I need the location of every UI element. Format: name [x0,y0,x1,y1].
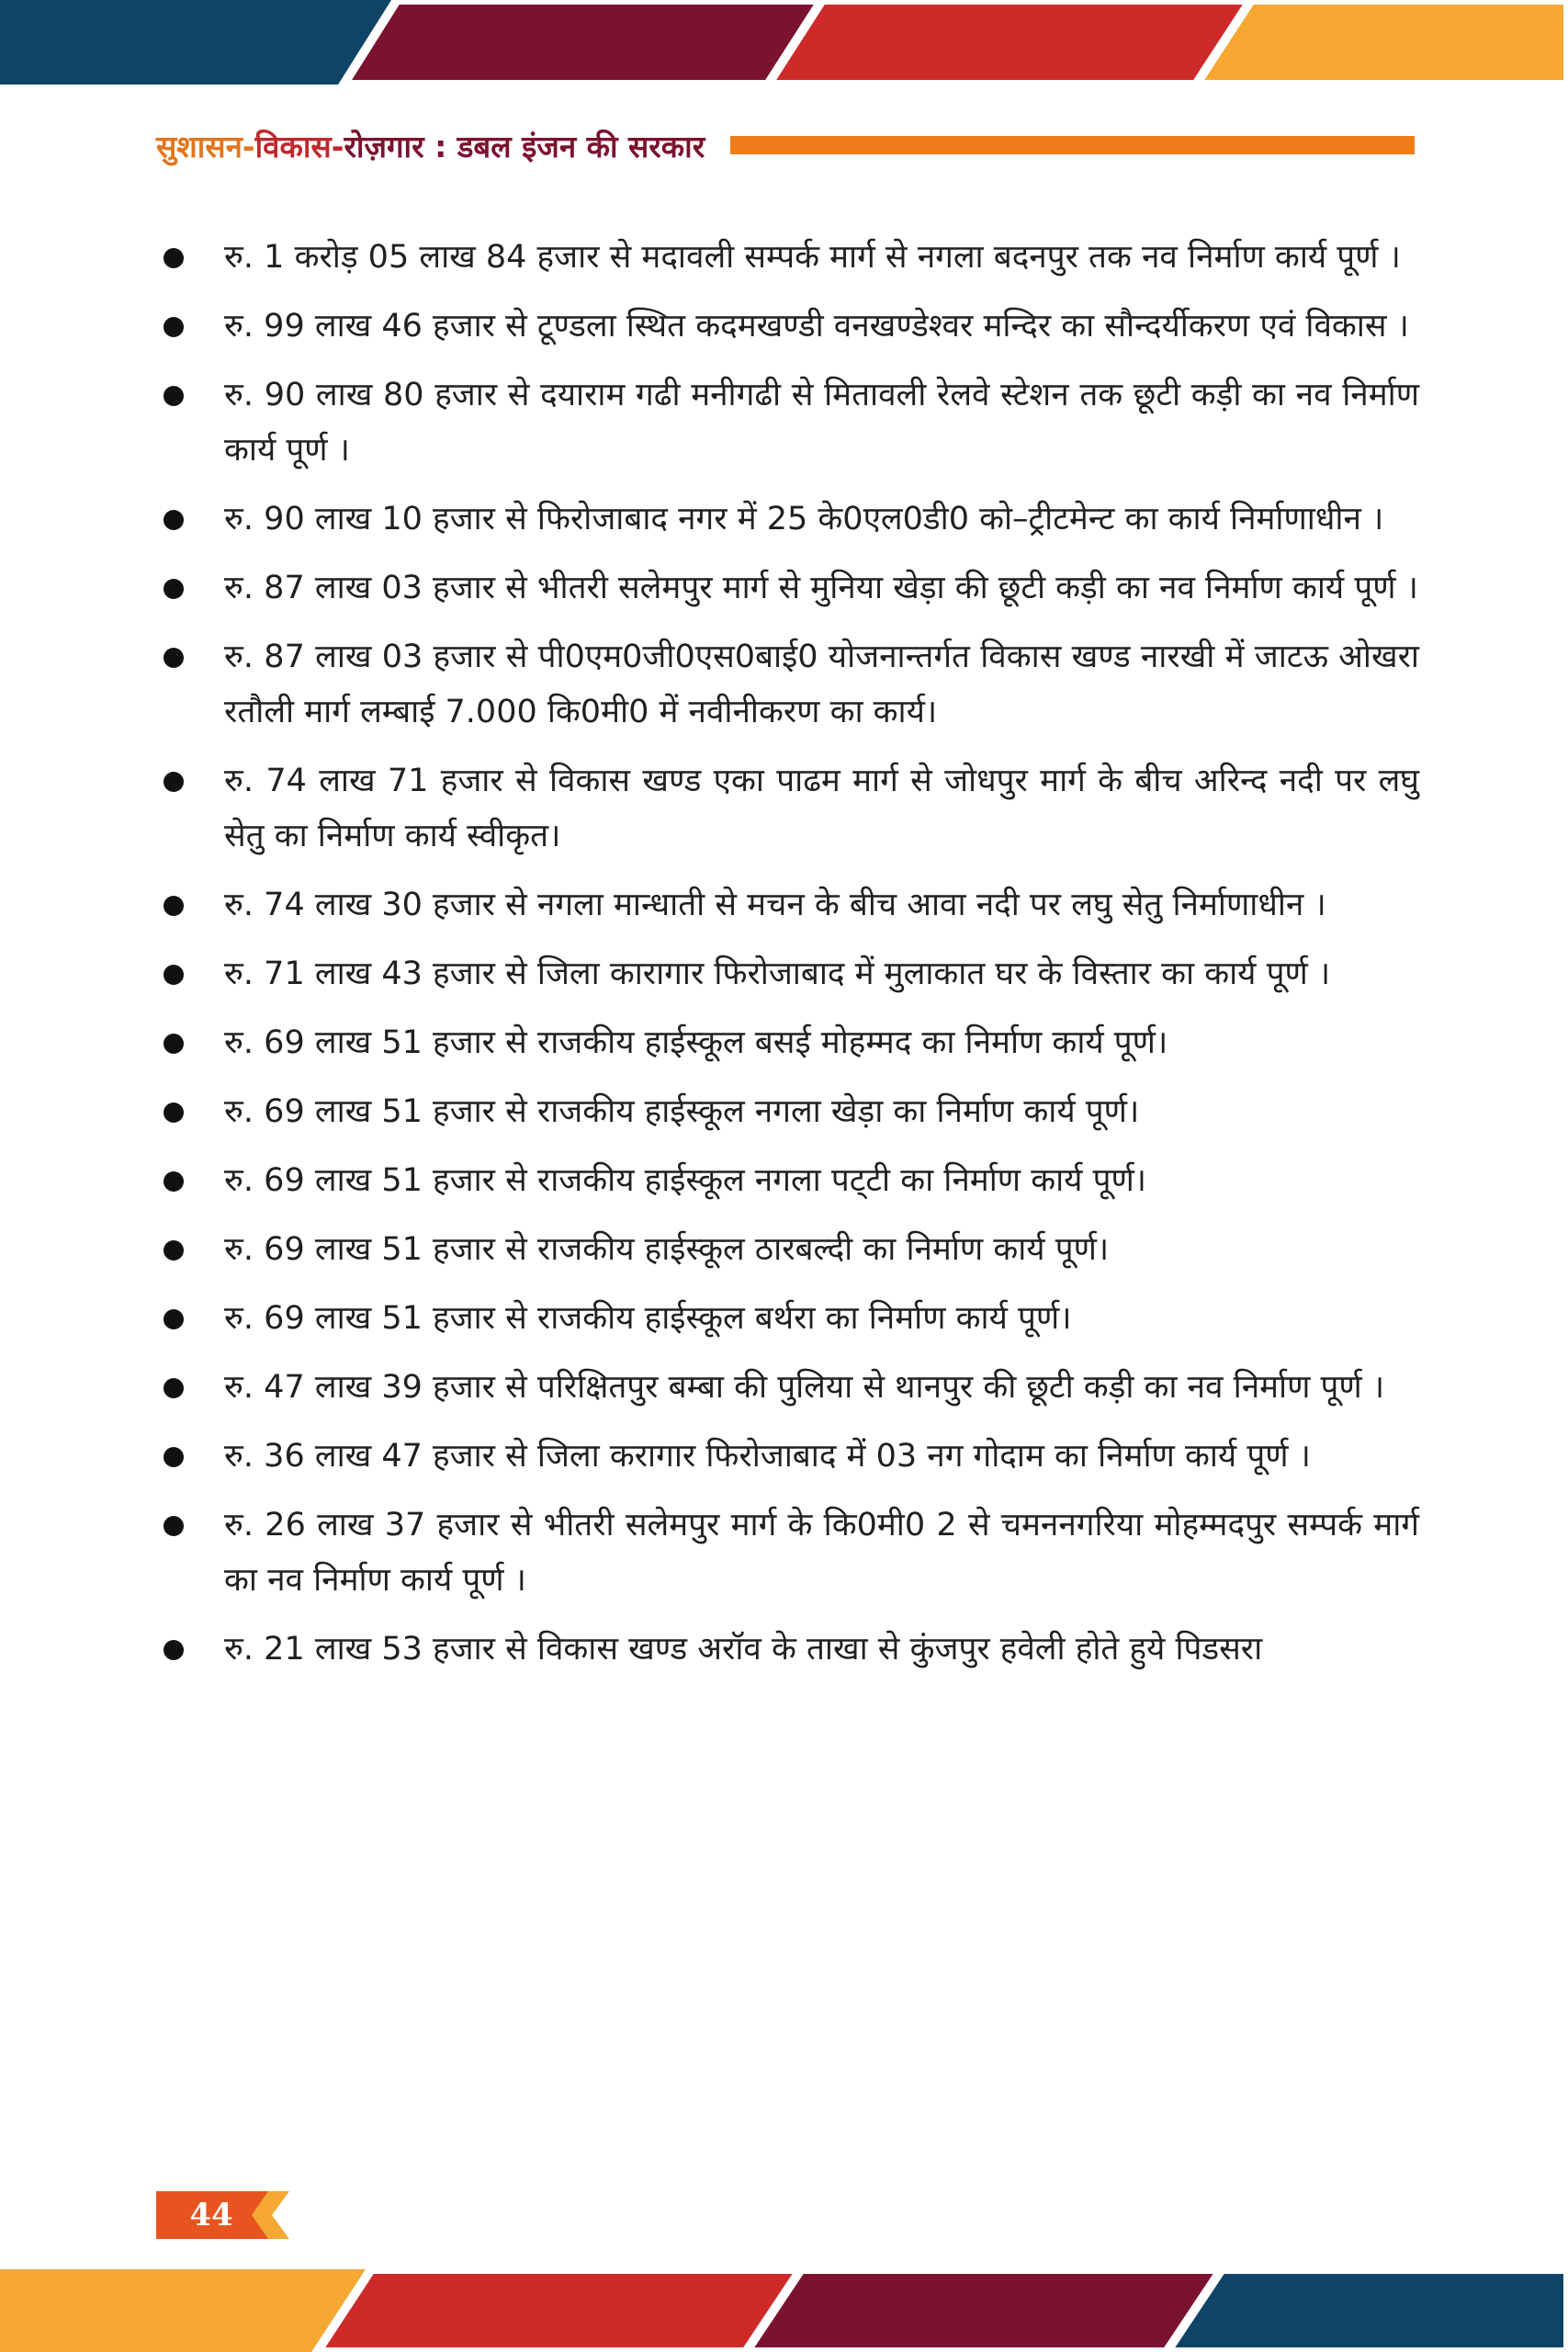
list-item-text: रु. 47 लाख 39 हजार से परिक्षितपुर बम्बा की पुलिया से थानपुर की छूटी कड़ी का नव निर्माण पूर्ण । [224,1369,1385,1406]
list-item-text: रु. 36 लाख 47 हजार से जिला करागार फिरोजाबाद में 03 नग गोदाम का निर्माण कार्य पूर्ण । [224,1438,1311,1475]
list-item-text: रु. 74 लाख 71 हजार से विकास खण्ड एका पाढम मार्ग से जोधपुर मार्ग के बीच अरिन्द नदी पर लघु सेतु का निर्माण कार्य स्वीकृत। [224,763,1419,854]
header-rule [730,136,1415,154]
header-title-part-1: सुशासन [156,129,243,164]
bullet-icon [164,1640,184,1660]
list-item-text: रु. 71 लाख 43 हजार से जिला कारागार फिरोजाबाद में मुलाकात घर के विस्तार का कार्य पूर्ण । [224,956,1331,992]
list-item [156,230,1419,285]
header-title-separator-2: - [331,129,344,164]
list-item-text: रु. 90 लाख 10 हजार से फिरोजाबाद नगर में 25 के0एल0डी0 को–ट्रीटमेन्ट का कार्य निर्माणाधीन । [224,501,1384,537]
bullet-icon [164,248,184,268]
bullet-icon [164,1034,184,1054]
list-item [156,368,1419,478]
list-item [156,753,1419,864]
bottom-decorative-band [0,2269,1568,2352]
bullet-icon [164,772,184,792]
list-item-text: रु. 69 लाख 51 हजार से राजकीय हाईस्कूल बर्थरा का निर्माण कार्य पूर्ण। [224,1300,1072,1337]
top-decorative-band [0,0,1568,85]
list-item-text: रु. 21 लाख 53 हजार से विकास खण्ड अरॉव के ताखा से कुंजपुर हवेली होते हुये पिडसरा [224,1631,1263,1668]
list-item [156,1498,1419,1608]
list-item-text: रु. 74 लाख 30 हजार से नगला मान्धाती से मचन के बीच आवा नदी पर लघु सेतु निर्माणाधीन । [224,887,1326,923]
list-item [156,1291,1419,1346]
page-number: 44 [189,2197,233,2233]
bullet-icon [164,648,184,668]
list-item [156,1153,1419,1208]
list-item-text: रु. 87 लाख 03 हजार से पी0एम0जी0एस0बाई0 योजनान्तर्गत विकास खण्ड नारखी में जाटऊ ओखरा रतौली मार्ग लम्बाई 7.000 कि0मी0 में नवीनीकरण का कार्य। [224,639,1419,730]
bullet-icon [164,1309,184,1329]
list-item-text: रु. 99 लाख 46 हजार से टूण्डला स्थित कदमखण्डी वनखण्डेश्वर मन्दिर का सौन्दर्यीकरण एवं विकास । [224,308,1409,345]
bullet-icon [164,510,184,530]
list-item-text: रु. 69 लाख 51 हजार से राजकीय हाईस्कूल बसई मोहम्मद का निर्माण कार्य पूर्ण। [224,1024,1168,1061]
list-item [156,492,1419,547]
list-item [156,1622,1419,1677]
bullet-icon [164,1516,184,1536]
bullet-icon [164,1447,184,1467]
bottom-band-graphic [0,2269,1568,2352]
list-item-text: रु. 90 लाख 80 हजार से दयाराम गढी मनीगढी से मितावली रेलवे स्टेशन तक छूटी कड़ी का नव निर्माण कार्य पूर्ण । [224,377,1419,469]
list-item [156,560,1419,616]
top-band-graphic [0,0,1568,85]
list-item-text: रु. 69 लाख 51 हजार से राजकीय हाईस्कूल नगला खेड़ा का निर्माण कार्य पूर्ण। [224,1093,1140,1130]
list-item-text: रु. 69 लाख 51 हजार से राजकीय हाईस्कूल नगला पट्‌टी का निर्माण कार्य पूर्ण। [224,1162,1147,1199]
list-item-text: रु. 87 लाख 03 हजार से भीतरी सलेमपुर मार्ग से मुनिया खेड़ा की छूटी कड़ी का नव निर्माण कार्य पूर्ण । [224,570,1418,606]
list-item [156,299,1419,354]
bullet-icon [164,317,184,337]
list-item [156,1222,1419,1277]
bullet-icon [164,965,184,985]
bullet-icon [164,896,184,916]
bullet-list [156,230,1419,1690]
list-item [156,946,1419,1001]
bullet-icon [164,579,184,599]
list-item-text: रु. 26 लाख 37 हजार से भीतरी सलेमपुर मार्ग के कि0मी0 2 से चमननगरिया मोहम्मदपुर सम्पर्क मार्ग का नव निर्माण कार्य पूर्ण । [224,1507,1419,1599]
list-item [156,629,1419,740]
list-item [156,1084,1419,1139]
list-item [156,1360,1419,1415]
list-item [156,877,1419,933]
header-title-separator-1: - [242,129,255,164]
bullet-icon [164,386,184,406]
bullet-icon [164,1378,184,1398]
header-title-part-3: रोज़गार : डबल इंजन की सरकार [344,129,705,164]
bullet-icon [164,1171,184,1192]
page-number-tab [156,2191,289,2239]
list-item-text: रु. 69 लाख 51 हजार से राजकीय हाईस्कूल ठारबल्दी का निर्माण कार्य पूर्ण। [224,1231,1110,1268]
header-title-part-2: विकास [254,129,332,164]
page-header [156,127,1415,167]
list-item-text: रु. 1 करोड़ 05 लाख 84 हजार से मदावली सम्पर्क मार्ग से नगला बदनपुर तक नव निर्माण कार्य पूर्ण । [224,239,1401,276]
list-item [156,1015,1419,1070]
bullet-icon [164,1240,184,1261]
list-item [156,1429,1419,1484]
bullet-icon [164,1102,184,1123]
header-title [156,127,705,167]
